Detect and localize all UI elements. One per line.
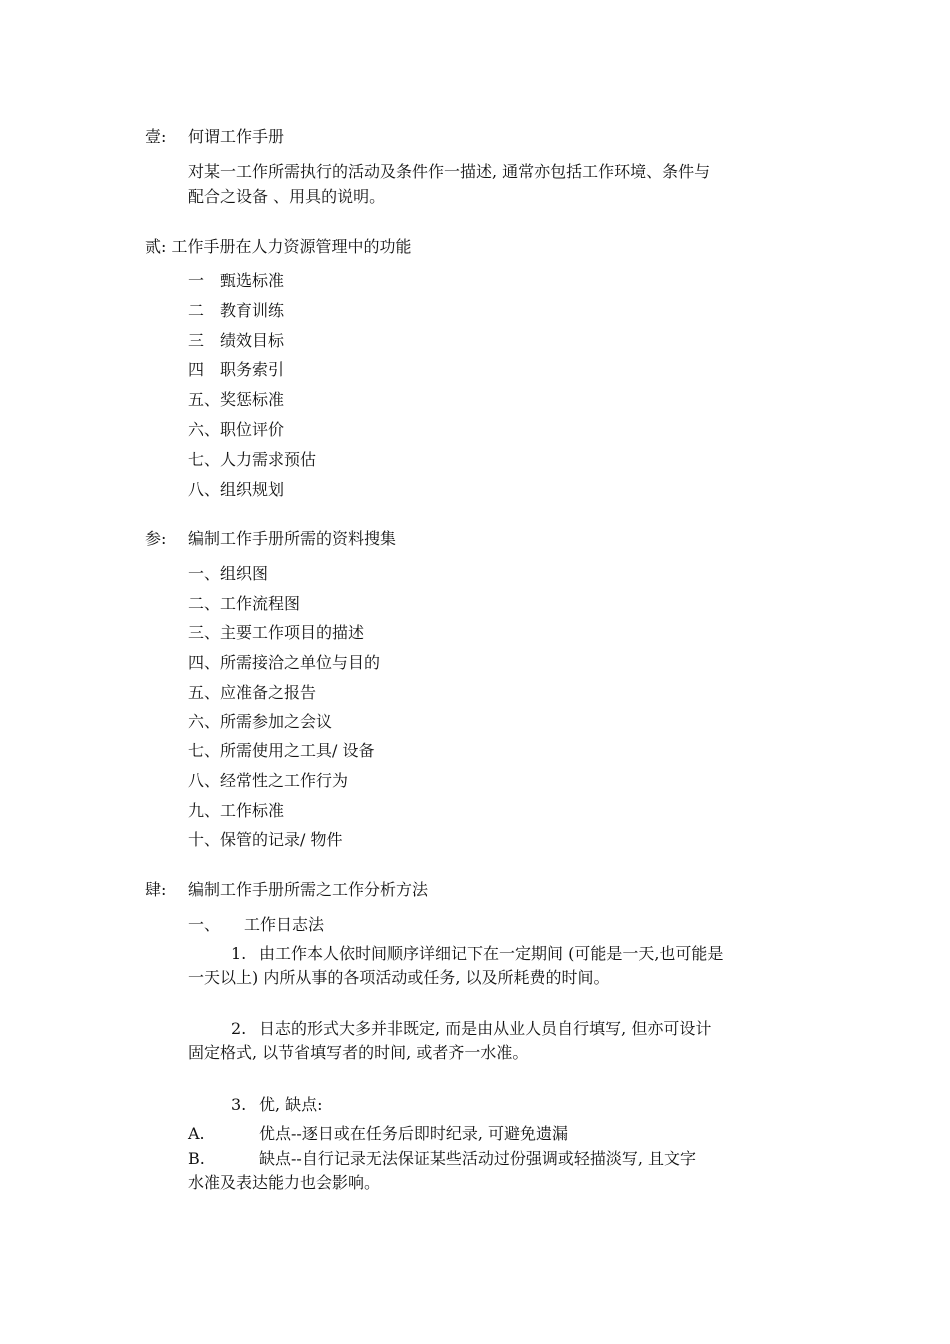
section-2-item: 二 教育训练: [188, 301, 285, 320]
paragraph-1-line-2: 一天以上) 内所从事的各项活动或任务, 以及所耗费的时间。: [188, 968, 610, 987]
section-2-item: 四 职务索引: [188, 360, 285, 379]
section-4-title: 编制工作手册所需之工作分析方法: [188, 880, 429, 899]
paragraph-3-text: 优, 缺点:: [259, 1095, 323, 1114]
item-b-text: 缺点--自行记录无法保证某些活动过份强调或轻描淡写, 且文字: [259, 1149, 696, 1168]
section-3-item: 五、应准备之报告: [188, 683, 317, 702]
section-1-number: 壹:: [145, 127, 167, 146]
section-3-item: 十、保管的记录/ 物件: [188, 830, 343, 849]
paragraph-2-number: 2.: [231, 1019, 247, 1038]
section-1-heading: [0, 127, 284, 147]
item-a: [0, 1124, 568, 1144]
section-4-number: 肆:: [145, 880, 167, 899]
section-3-number: 参:: [145, 529, 167, 548]
section-3-item: 八、经常性之工作行为: [188, 771, 349, 790]
section-4-heading: [0, 880, 428, 900]
paragraph-1-number: 1.: [231, 944, 247, 963]
section-2-item: 七、人力需求预估: [188, 450, 317, 469]
method-1-title: 工作日志法: [244, 915, 325, 934]
method-1-number: 一、: [188, 915, 221, 934]
section-3-item: 六、所需参加之会议: [188, 712, 333, 731]
section-2-item: 五、奖惩标准: [188, 390, 285, 409]
section-3-item: 七、所需使用之工具/ 设备: [188, 741, 375, 760]
paragraph-2-line-2: 固定格式, 以节省填写者的时间, 或者齐一水准。: [188, 1043, 529, 1062]
paragraph-3: [0, 1095, 323, 1115]
section-3-item: 四、所需接洽之单位与目的: [188, 653, 381, 672]
paragraph-2-line-1: [0, 1019, 711, 1039]
section-1-title: 何谓工作手册: [188, 127, 285, 146]
section-3-title: 编制工作手册所需的资料搜集: [188, 529, 397, 548]
item-a-label: A.: [188, 1124, 205, 1143]
section-1-desc-line-2: 配合之设备 、用具的说明。: [188, 187, 386, 206]
section-2-item: 六、职位评价: [188, 420, 285, 439]
paragraph-1-line-1: [0, 944, 723, 964]
section-2-item: 三 绩效目标: [188, 331, 285, 350]
section-3-item: 一、组织图: [188, 564, 269, 583]
item-a-text: 优点--逐日或在任务后即时纪录, 可避免遗漏: [259, 1124, 568, 1143]
section-1-desc-line-1: 对某一工作所需执行的活动及条件作一描述, 通常亦包括工作环境、条件与: [188, 162, 711, 181]
item-b-line-1: [0, 1149, 696, 1169]
paragraph-2-text: 日志的形式大多并非既定, 而是由从业人员自行填写, 但亦可设计: [259, 1019, 712, 1038]
method-1-heading: [0, 915, 324, 935]
item-b-label: B.: [188, 1149, 205, 1168]
section-3-heading: [0, 529, 396, 549]
section-2-heading: 贰: 工作手册在人力资源管理中的功能: [145, 237, 412, 256]
section-3-item: 九、工作标准: [188, 801, 285, 820]
section-3-item: 二、工作流程图: [188, 594, 301, 613]
item-b-line-2: 水准及表达能力也会影响。: [188, 1173, 381, 1192]
section-3-item: 三、主要工作项目的描述: [188, 623, 365, 642]
paragraph-1-text: 由工作本人依时间顺序详细记下在一定期间 (可能是一天,也可能是: [259, 944, 724, 963]
paragraph-3-number: 3.: [231, 1095, 247, 1114]
section-2-item: 一 甄选标准: [188, 271, 285, 290]
section-2-item: 八、组织规划: [188, 480, 285, 499]
